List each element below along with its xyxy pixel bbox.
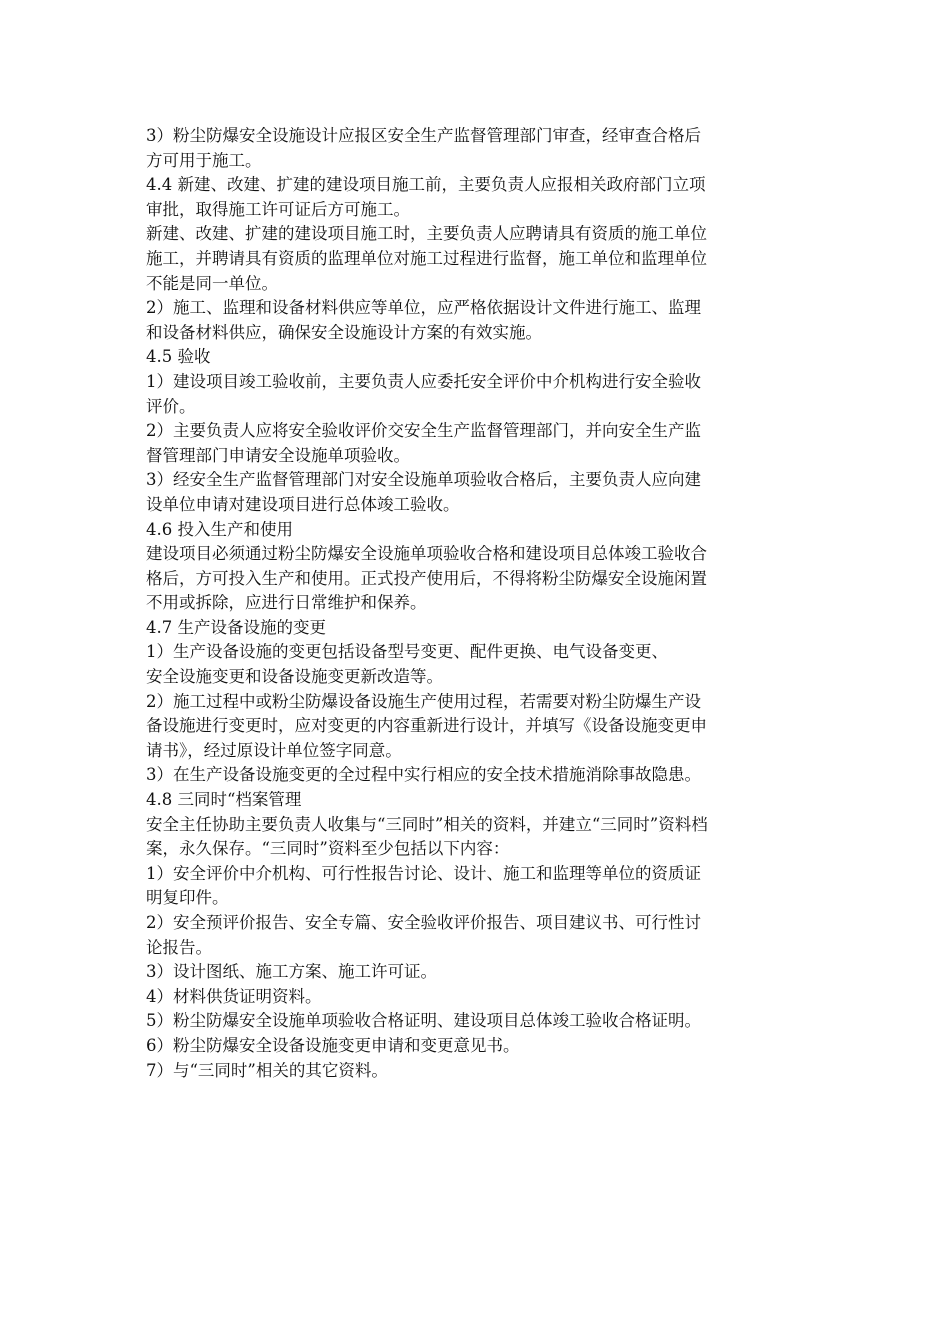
paragraph-design-review: 3）粉尘防爆安全设施设计应报区安全生产监督管理部门审查，经审查合格后 方可用于施工。 (146, 126, 701, 170)
paragraph-production-use: 建设项目必须通过粉尘防爆安全设施单项验收合格和建设项目总体竣工验收合 格后，方可投入生产和使用。正式投产使用后，不得将粉尘防爆安全设施闲置 不用或拆除，应进行日常维护和保养。 (146, 544, 707, 613)
section-heading-4-6: 4.6 投入生产和使用 (146, 519, 293, 539)
list-item-qualifications: 1）安全评价中介机构、可行性报告讨论、设计、施工和监理等单位的资质证 明复印件。 (146, 863, 701, 908)
list-item-drawings: 3）设计图纸、施工方案、施工许可证。 (146, 962, 437, 982)
list-item-reports: 2）安全预评价报告、安全专篇、安全验收评价报告、项目建议书、可行性讨 论报告。 (146, 913, 701, 957)
document-body (146, 124, 810, 1083)
paragraph-change-safety: 3）在生产设备设施变更的全过程中实行相应的安全技术措施消除事故隐患。 (146, 765, 701, 785)
paragraph-supervision-supply: 2）施工、监理和设备材料供应等单位，应严格依据设计文件进行施工、监理 和设备材料供应，确保安全设施设计方案的有效实施。 (146, 298, 701, 342)
section-heading-4-7: 4.7 生产设备设施的变更 (146, 617, 326, 637)
paragraph-construction-units: 新建、改建、扩建的建设项目施工时，主要负责人应聘请具有资质的施工单位 施工，并聘请具有资质的监理单位对施工过程进行监督，施工单位和监理单位 不能是同一单位。 (146, 224, 707, 293)
paragraph-final-acceptance: 3）经安全生产监督管理部门对安全设施单项验收合格后，主要负责人应向建 设单位申请对建设项目进行总体竣工验收。 (146, 470, 701, 514)
list-item-supply-proof: 4）材料供货证明资料。 (146, 986, 322, 1006)
list-item-acceptance-certificates: 5）粉尘防爆安全设施单项验收合格证明、建设项目总体竣工验收合格证明。 (146, 1011, 701, 1031)
paragraph-change-scope: 1）生产设备设施的变更包括设备型号变更、配件更换、电气设备变更、 安全设施变更和设备设施变更新改造等。 (146, 642, 668, 687)
paragraph-4-4-approval: 4.4 新建、改建、扩建的建设项目施工前，主要负责人应报相关政府部门立项 审批，取得施工许可证后方可施工。 (146, 175, 706, 219)
section-heading-4-8: 4.8 三同时“档案管理 (146, 790, 302, 810)
list-item-other-materials: 7）与“三同时”相关的其它资料。 (146, 1060, 388, 1080)
section-heading-4-5: 4.5 验收 (146, 347, 211, 367)
paragraph-acceptance-application: 2）主要负责人应将安全验收评价交安全生产监督管理部门，并向安全生产监 督管理部门申请安全设施单项验收。 (146, 421, 701, 465)
paragraph-change-redesign: 2）施工过程中或粉尘防爆设备设施生产使用过程，若需要对粉尘防爆生产设 备设施进行变更时，应对变更的内容重新进行设计，并填写《设备设施变更申 请书》，经过原设计单位签字同意。 (146, 691, 707, 760)
paragraph-acceptance-evaluation: 1）建设项目竣工验收前，主要负责人应委托安全评价中介机构进行安全验收 评价。 (146, 371, 701, 416)
list-item-change-requests: 6）粉尘防爆安全设备设施变更申请和变更意见书。 (146, 1035, 520, 1055)
paragraph-archive-intro: 安全主任协助主要负责人收集与“三同时”相关的资料，并建立“三同时”资料档 案，永久保存。“三同时”资料至少包括以下内容： (146, 814, 708, 859)
